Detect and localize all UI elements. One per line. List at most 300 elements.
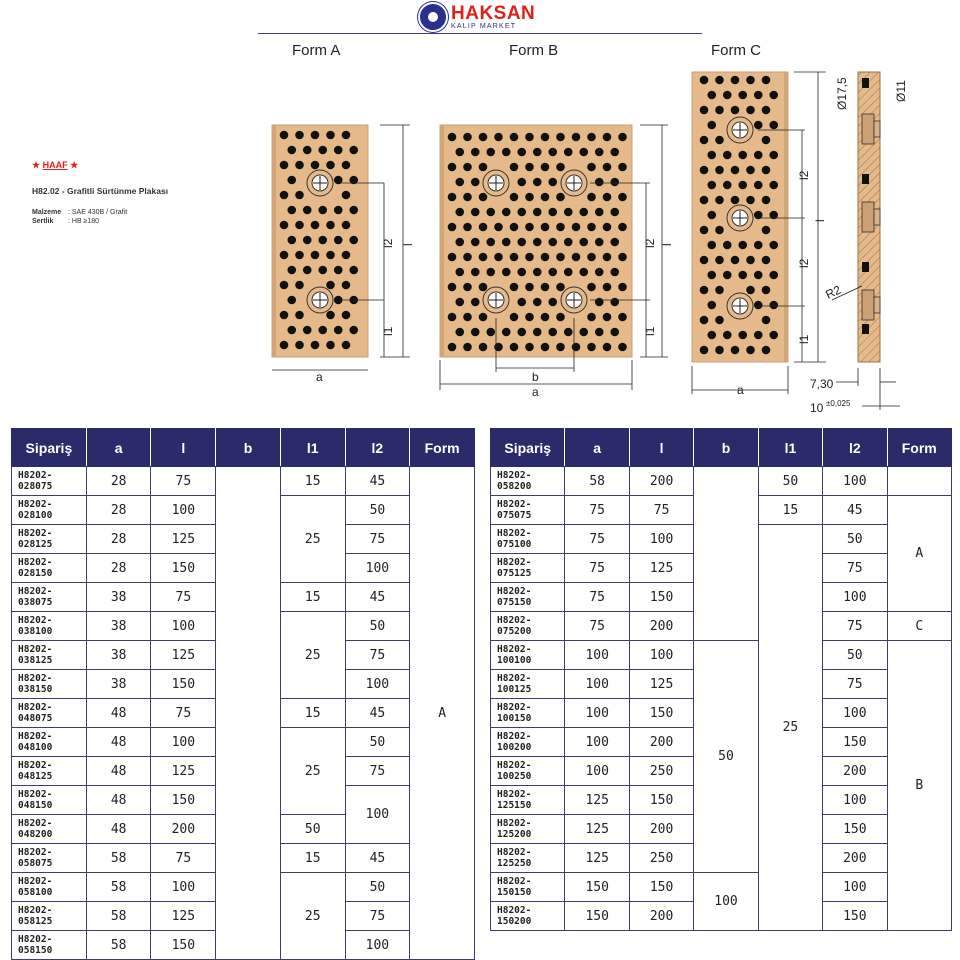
- l-cell: 200: [629, 612, 693, 641]
- order-code-cell: H8202-048200: [12, 815, 87, 844]
- l-cell: 100: [151, 496, 216, 525]
- l-cell: 150: [151, 554, 216, 583]
- graphite-hole: [587, 133, 596, 142]
- graphite-hole: [455, 268, 464, 277]
- l1-cell: 25: [280, 728, 345, 815]
- graphite-hole: [517, 208, 526, 217]
- graphite-hole: [618, 163, 627, 172]
- graphite-hole: [486, 148, 495, 157]
- graphite-hole: [715, 76, 724, 85]
- graphite-hole: [707, 301, 716, 310]
- table-row: [491, 641, 952, 670]
- graphite-hole: [715, 256, 724, 265]
- graphite-hole: [541, 133, 550, 142]
- l2-cell: 100: [345, 931, 410, 960]
- graphite-hole: [556, 283, 565, 292]
- order-code-cell: H8202-038100: [12, 612, 87, 641]
- order-code-cell: H8202-125200: [491, 815, 565, 844]
- graphite-hole: [564, 148, 573, 157]
- column-header: Sipariş: [12, 429, 87, 467]
- l-cell: 75: [151, 699, 216, 728]
- l2-cell: 50: [823, 641, 887, 670]
- l1-cell: 15: [280, 699, 345, 728]
- a-cell: 125: [565, 844, 629, 873]
- l-cell: 200: [629, 728, 693, 757]
- graphite-hole: [494, 343, 503, 352]
- graphite-hole: [318, 326, 327, 335]
- order-code-cell: H8202-125250: [491, 844, 565, 873]
- graphite-hole: [738, 241, 747, 250]
- dim-l1-form-b: l1: [643, 326, 657, 336]
- graphite-hole: [326, 251, 335, 260]
- dim-l2b-form-c: l2: [797, 258, 811, 268]
- graphite-hole: [587, 343, 596, 352]
- a-cell: 58: [86, 873, 151, 902]
- graphite-hole: [595, 208, 604, 217]
- graphite-hole: [517, 268, 526, 277]
- graphite-hole: [326, 281, 335, 290]
- graphite-hole: [295, 191, 304, 200]
- column-header: Form: [887, 429, 951, 467]
- plate-form-a-edge: [272, 125, 276, 357]
- graphite-hole: [295, 251, 304, 260]
- graphite-hole: [303, 326, 312, 335]
- graphite-hole: [471, 148, 480, 157]
- form-c-label: Form C: [711, 42, 761, 59]
- l2-cell: 75: [345, 902, 410, 931]
- graphite-hole: [486, 328, 495, 337]
- a-cell: 75: [565, 554, 629, 583]
- graphite-plug: [862, 262, 869, 272]
- graphite-hole: [579, 208, 588, 217]
- order-code-cell: H8202-058125: [12, 902, 87, 931]
- graphite-hole: [769, 271, 778, 280]
- graphite-hole: [541, 193, 550, 202]
- plate-form-c-edge: [784, 72, 788, 362]
- order-code-cell: H8202-075150: [491, 583, 565, 612]
- l-cell: 150: [151, 931, 216, 960]
- graphite-hole: [715, 316, 724, 325]
- graphite-hole: [769, 151, 778, 160]
- graphite-hole: [618, 283, 627, 292]
- a-cell: 28: [86, 467, 151, 496]
- order-code-cell: H8202-028150: [12, 554, 87, 583]
- graphite-hole: [746, 256, 755, 265]
- graphite-hole: [762, 316, 771, 325]
- graphite-hole: [455, 328, 464, 337]
- graphite-hole: [525, 283, 534, 292]
- graphite-hole: [700, 346, 709, 355]
- graphite-hole: [754, 241, 763, 250]
- graphite-hole: [311, 131, 320, 140]
- a-cell: 38: [86, 612, 151, 641]
- graphite-hole: [318, 266, 327, 275]
- l2-cell: 100: [823, 467, 887, 496]
- order-code-cell: H8202-028075: [12, 467, 87, 496]
- dim-a-form-b: a: [532, 385, 539, 399]
- material-label: Malzeme: [32, 209, 62, 216]
- graphite-hole: [455, 178, 464, 187]
- column-header: a: [565, 429, 629, 467]
- l2-cell: 100: [823, 583, 887, 612]
- graphite-hole: [754, 331, 763, 340]
- graphite-hole: [318, 236, 327, 245]
- graphite-hole: [603, 343, 612, 352]
- graphite-hole: [723, 271, 732, 280]
- graphite-hole: [502, 328, 511, 337]
- graphite-hole: [326, 131, 335, 140]
- l1-cell: 15: [280, 467, 345, 496]
- graphite-hole: [595, 268, 604, 277]
- graphite-hole: [618, 133, 627, 142]
- order-code-cell: H8202-048125: [12, 757, 87, 786]
- graphite-hole: [510, 253, 519, 262]
- form-cell: B: [887, 641, 951, 931]
- graphite-hole: [556, 313, 565, 322]
- graphite-hole: [769, 91, 778, 100]
- graphite-hole: [494, 253, 503, 262]
- graphite-hole: [610, 208, 619, 217]
- graphite-hole: [463, 133, 472, 142]
- graphite-plug: [862, 78, 869, 88]
- form-cell: C: [887, 612, 951, 641]
- graphite-hole: [311, 251, 320, 260]
- l-cell: 125: [151, 641, 216, 670]
- graphite-hole: [295, 161, 304, 170]
- graphite-hole: [448, 193, 457, 202]
- graphite-hole: [303, 236, 312, 245]
- order-code-cell: H8202-058075: [12, 844, 87, 873]
- order-code-cell: H8202-125150: [491, 786, 565, 815]
- graphite-hole: [287, 176, 296, 185]
- graphite-hole: [572, 253, 581, 262]
- graphite-hole: [564, 328, 573, 337]
- order-code-cell: H8202-150200: [491, 902, 565, 931]
- graphite-hole: [618, 193, 627, 202]
- l2-cell: 150: [823, 815, 887, 844]
- a-cell: 38: [86, 670, 151, 699]
- graphite-hole: [700, 316, 709, 325]
- l2-cell: 45: [823, 496, 887, 525]
- a-cell: 125: [565, 815, 629, 844]
- graphite-hole: [738, 331, 747, 340]
- b-cell: 100: [694, 873, 758, 931]
- l1-cell: 50: [758, 467, 822, 496]
- graphite-hole: [731, 196, 740, 205]
- graphite-hole: [287, 266, 296, 275]
- l2-cell: 50: [345, 728, 410, 757]
- a-cell: 58: [86, 931, 151, 960]
- dim-10: 10: [810, 401, 824, 415]
- graphite-hole: [769, 331, 778, 340]
- graphite-hole: [556, 253, 565, 262]
- l-cell: 125: [629, 554, 693, 583]
- l1-cell: 25: [280, 496, 345, 583]
- graphite-hole: [700, 136, 709, 145]
- graphite-hole: [525, 133, 534, 142]
- graphite-hole: [762, 106, 771, 115]
- graphite-hole: [280, 221, 289, 230]
- order-code-cell: H8202-075100: [491, 525, 565, 554]
- graphite-hole: [349, 266, 358, 275]
- graphite-hole: [471, 268, 480, 277]
- graphite-hole: [738, 271, 747, 280]
- l2-cell: 45: [345, 467, 410, 496]
- graphite-hole: [510, 343, 519, 352]
- graphite-hole: [707, 271, 716, 280]
- a-cell: 58: [565, 467, 629, 496]
- graphite-hole: [541, 163, 550, 172]
- graphite-hole: [564, 238, 573, 247]
- l-cell: 100: [151, 728, 216, 757]
- order-code-cell: H8202-038125: [12, 641, 87, 670]
- column-header: a: [86, 429, 151, 467]
- graphite-hole: [587, 223, 596, 232]
- l2-cell: 75: [823, 670, 887, 699]
- graphite-hole: [525, 163, 534, 172]
- graphite-hole: [517, 178, 526, 187]
- graphite-hole: [548, 328, 557, 337]
- graphite-hole: [548, 148, 557, 157]
- graphite-hole: [463, 313, 472, 322]
- graphite-hole: [533, 328, 542, 337]
- graphite-hole: [349, 146, 358, 155]
- l2-cell: 50: [345, 612, 410, 641]
- graphite-hole: [303, 146, 312, 155]
- column-header: Form: [410, 429, 475, 467]
- a-cell: 100: [565, 641, 629, 670]
- order-code-cell: H8202-058100: [12, 873, 87, 902]
- dim-tolerance: ±0,025: [826, 399, 851, 408]
- graphite-hole: [595, 148, 604, 157]
- dim-l-form-a: l: [401, 243, 415, 246]
- graphite-hole: [448, 343, 457, 352]
- graphite-hole: [342, 341, 351, 350]
- graphite-hole: [311, 341, 320, 350]
- graphite-hole: [448, 223, 457, 232]
- graphite-hole: [707, 331, 716, 340]
- graphite-hole: [295, 311, 304, 320]
- order-code-cell: H8202-028100: [12, 496, 87, 525]
- graphite-hole: [746, 76, 755, 85]
- graphite-hole: [342, 131, 351, 140]
- graphite-hole: [479, 133, 488, 142]
- dim-a-form-c: a: [737, 383, 744, 397]
- l2-cell: 45: [345, 844, 410, 873]
- brand-name: HAAF: [42, 160, 68, 170]
- graphite-hole: [603, 313, 612, 322]
- graphite-hole: [486, 208, 495, 217]
- l2-cell: 75: [345, 525, 410, 554]
- b-cell: [216, 467, 281, 960]
- l2-cell: 150: [823, 728, 887, 757]
- l-cell: 75: [151, 467, 216, 496]
- a-cell: 150: [565, 902, 629, 931]
- table-row: [491, 873, 952, 902]
- column-header: l: [151, 429, 216, 467]
- graphite-hole: [517, 148, 526, 157]
- graphite-hole: [618, 343, 627, 352]
- l1-cell: 15: [280, 583, 345, 612]
- graphite-hole: [326, 161, 335, 170]
- l2-cell: 75: [823, 554, 887, 583]
- graphite-hole: [610, 268, 619, 277]
- graphite-hole: [479, 253, 488, 262]
- l-cell: 150: [629, 873, 693, 902]
- graphite-hole: [517, 238, 526, 247]
- graphite-hole: [326, 341, 335, 350]
- graphite-hole: [463, 343, 472, 352]
- a-cell: 38: [86, 641, 151, 670]
- graphite-hole: [455, 238, 464, 247]
- l-cell: 75: [151, 844, 216, 873]
- graphite-hole: [502, 148, 511, 157]
- graphite-hole: [754, 271, 763, 280]
- graphite-hole: [334, 206, 343, 215]
- l2-cell: 100: [823, 873, 887, 902]
- l-cell: 150: [629, 699, 693, 728]
- graphite-hole: [715, 136, 724, 145]
- graphite-hole: [754, 121, 763, 130]
- graphite-hole: [342, 251, 351, 260]
- dim-l2-form-b: l2: [643, 238, 657, 248]
- l2-cell: 150: [823, 902, 887, 931]
- graphite-hole: [700, 166, 709, 175]
- material-value: : SAE 430B / Grafit: [68, 209, 128, 216]
- graphite-hole: [762, 196, 771, 205]
- graphite-hole: [572, 223, 581, 232]
- l1-cell: 15: [280, 844, 345, 873]
- graphite-hole: [754, 151, 763, 160]
- graphite-hole: [762, 226, 771, 235]
- graphite-plug: [862, 324, 869, 334]
- graphite-hole: [723, 91, 732, 100]
- graphite-hole: [479, 223, 488, 232]
- dim-b-form-b: b: [532, 370, 539, 384]
- graphite-hole: [595, 328, 604, 337]
- l-cell: 250: [629, 844, 693, 873]
- graphite-hole: [510, 283, 519, 292]
- a-cell: 125: [565, 786, 629, 815]
- graphite-hole: [707, 121, 716, 130]
- graphite-hole: [587, 163, 596, 172]
- a-cell: 48: [86, 699, 151, 728]
- graphite-hole: [287, 206, 296, 215]
- graphite-hole: [707, 181, 716, 190]
- graphite-hole: [471, 298, 480, 307]
- graphite-hole: [502, 268, 511, 277]
- graphite-hole: [479, 193, 488, 202]
- graphite-hole: [334, 236, 343, 245]
- graphite-hole: [618, 223, 627, 232]
- order-code-cell: H8202-100150: [491, 699, 565, 728]
- l-cell: 200: [629, 815, 693, 844]
- graphite-hole: [548, 178, 557, 187]
- graphite-hole: [295, 281, 304, 290]
- graphite-plug: [862, 174, 869, 184]
- l-cell: 75: [151, 583, 216, 612]
- brand-line: ★ HAAF ★: [32, 160, 79, 170]
- graphite-hole: [486, 238, 495, 247]
- graphite-hole: [448, 163, 457, 172]
- a-cell: 75: [565, 496, 629, 525]
- l-cell: 150: [151, 786, 216, 815]
- through-bore: [874, 209, 880, 225]
- graphite-hole: [746, 106, 755, 115]
- graphite-hole: [318, 206, 327, 215]
- graphite-hole: [707, 241, 716, 250]
- l-cell: 200: [151, 815, 216, 844]
- graphite-hole: [707, 151, 716, 160]
- graphite-hole: [318, 146, 327, 155]
- graphite-hole: [303, 266, 312, 275]
- spec-table-right: [490, 428, 952, 931]
- graphite-hole: [738, 181, 747, 190]
- graphite-hole: [556, 343, 565, 352]
- a-cell: 28: [86, 554, 151, 583]
- graphite-hole: [510, 133, 519, 142]
- l1-cell: 25: [280, 873, 345, 960]
- graphite-hole: [326, 221, 335, 230]
- order-code-cell: H8202-038075: [12, 583, 87, 612]
- column-header: Sipariş: [491, 429, 565, 467]
- graphite-hole: [564, 208, 573, 217]
- order-code-cell: H8202-048100: [12, 728, 87, 757]
- column-header: l1: [758, 429, 822, 467]
- graphite-hole: [533, 238, 542, 247]
- a-cell: 100: [565, 728, 629, 757]
- product-title: H82.02 - Grafitli Sürtünme Plakası: [32, 186, 169, 196]
- order-code-cell: H8202-075125: [491, 554, 565, 583]
- graphite-hole: [280, 161, 289, 170]
- graphite-hole: [610, 238, 619, 247]
- l-cell: 100: [629, 525, 693, 554]
- l-cell: 100: [629, 641, 693, 670]
- a-cell: 75: [565, 583, 629, 612]
- graphite-hole: [572, 343, 581, 352]
- dim-d11: Ø11: [894, 80, 908, 102]
- a-cell: 58: [86, 844, 151, 873]
- graphite-hole: [494, 223, 503, 232]
- graphite-hole: [463, 223, 472, 232]
- l2-cell: 200: [823, 844, 887, 873]
- graphite-hole: [479, 313, 488, 322]
- order-code-cell: H8202-100100: [491, 641, 565, 670]
- form-cell: [887, 467, 951, 496]
- column-header: l: [629, 429, 693, 467]
- l2-cell: 50: [345, 496, 410, 525]
- graphite-hole: [548, 208, 557, 217]
- graphite-hole: [746, 346, 755, 355]
- counterbore: [862, 290, 874, 320]
- graphite-hole: [311, 161, 320, 170]
- order-code-cell: H8202-100250: [491, 757, 565, 786]
- l2-cell: 200: [823, 757, 887, 786]
- graphite-hole: [479, 163, 488, 172]
- graphite-hole: [455, 298, 464, 307]
- logo-sub-text: KALIP MARKET: [451, 23, 517, 30]
- l2-cell: 75: [345, 641, 410, 670]
- graphite-hole: [525, 223, 534, 232]
- graphite-hole: [754, 301, 763, 310]
- l-cell: 100: [151, 612, 216, 641]
- graphite-hole: [603, 193, 612, 202]
- hardness-label: Sertlik: [32, 218, 54, 225]
- order-code-cell: H8202-058150: [12, 931, 87, 960]
- l2-cell: 75: [345, 757, 410, 786]
- graphite-hole: [579, 268, 588, 277]
- a-cell: 38: [86, 583, 151, 612]
